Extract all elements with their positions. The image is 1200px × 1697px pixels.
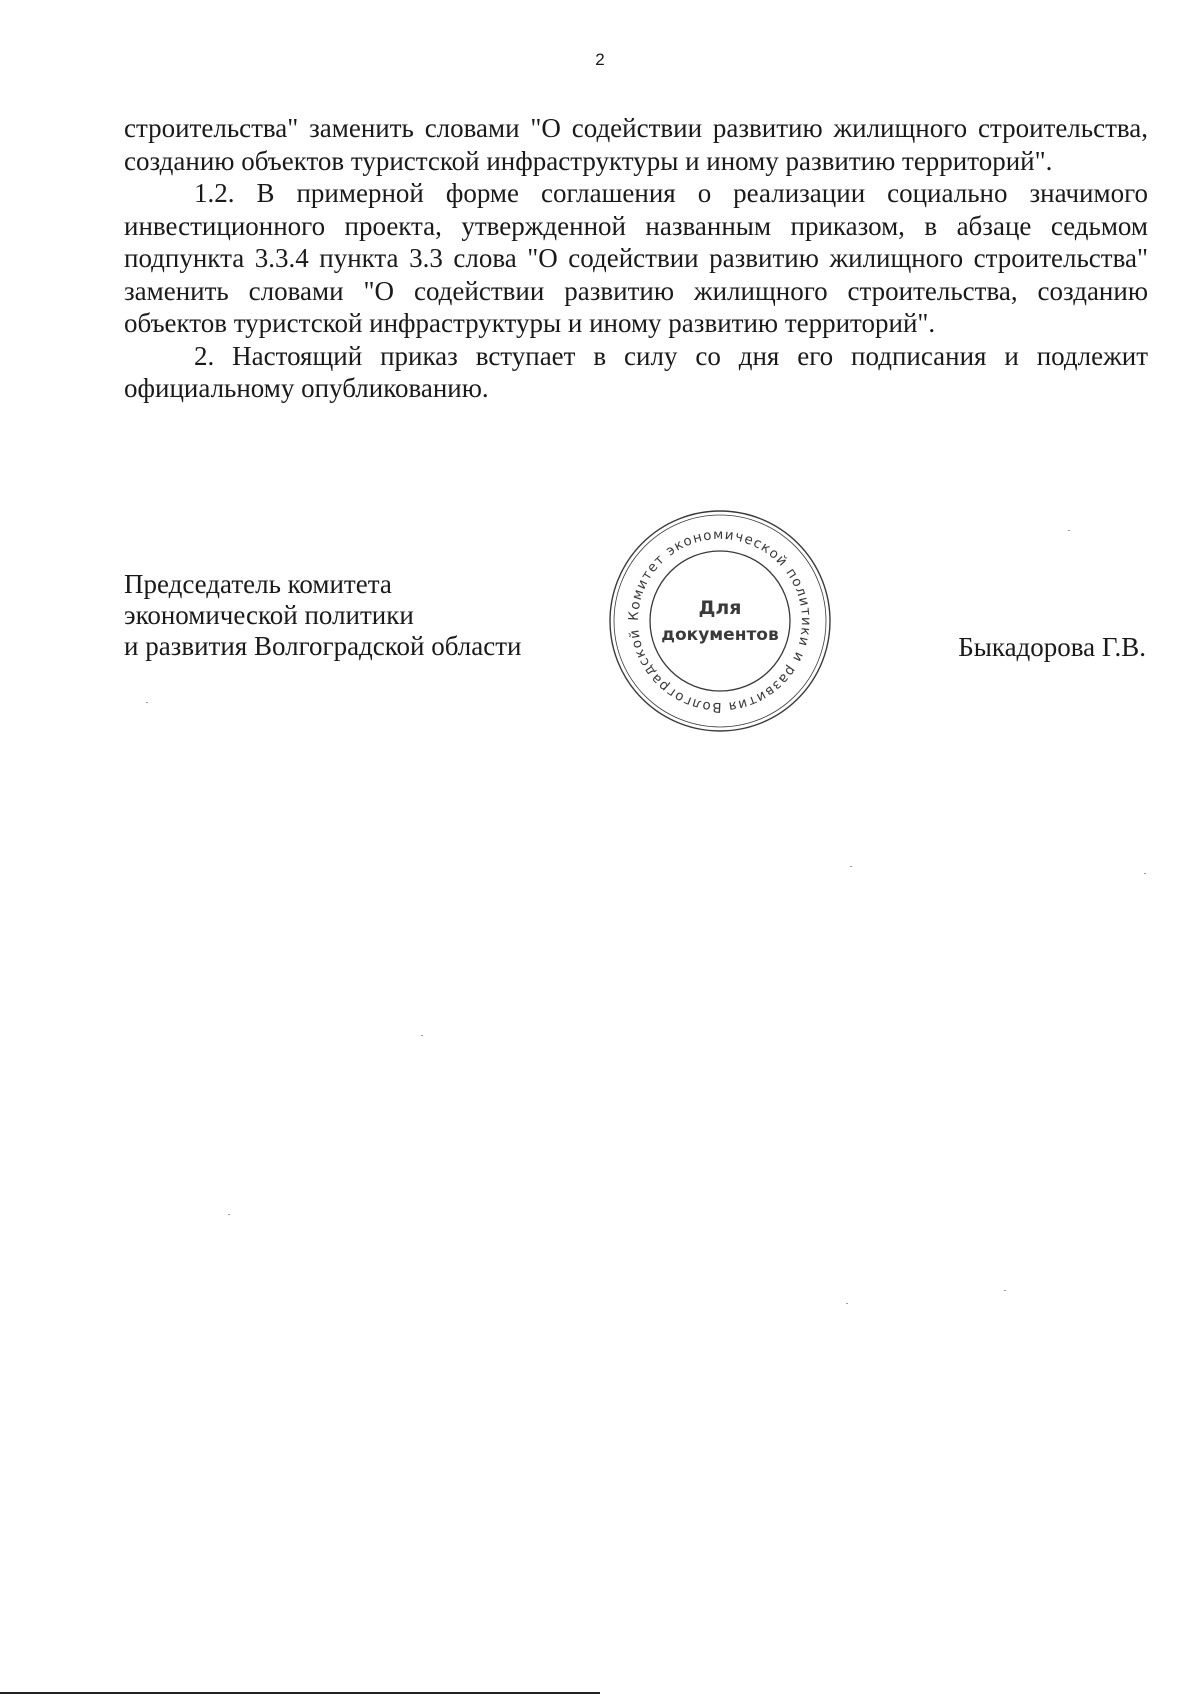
bottom-scan-edge: [0, 1692, 600, 1694]
document-body: [124, 112, 1148, 405]
paragraph-continuation: строительства" заменить словами "О содействии развитию жилищного строительства, созданию объектов туристской инфраструктуры и иному развитию территорий".: [124, 113, 1148, 176]
signatory-position: [124, 569, 521, 662]
signatory-name: Быкадорова Г.В.: [958, 632, 1146, 662]
scan-speck: [850, 866, 852, 867]
scan-speck: [421, 1035, 423, 1036]
scan-speck: [228, 1214, 230, 1215]
svg-text:документов: документов: [661, 625, 779, 645]
paragraph-2: 2. Настоящий приказ вступает в силу со дня его подписания и подлежит официальному опубликованию.: [124, 340, 1148, 403]
position-line: экономической политики: [124, 600, 414, 630]
scan-speck: [846, 1303, 848, 1304]
scan-speck: [1144, 873, 1146, 874]
stamp-seal-icon: [605, 506, 835, 736]
paragraph-1-2: 1.2. В примерной форме соглашения о реализации социально значимого инвестиционного проекта, утвержденной названным приказом, в абзаце седьмом подпункта 3.3.4 пункта 3.3 слова "О содействии развитию жилищного строительства" заменить словами "О содействии развитию жилищного строительства, созданию объектов туристской инфраструктуры и иному развитию территорий".: [124, 178, 1148, 338]
scan-speck: [146, 702, 148, 703]
official-stamp: [605, 506, 835, 736]
scan-speck: [1004, 1290, 1006, 1291]
svg-text:Комитет экономической политики: Комитет экономической политики и развития Волгоградской: [625, 526, 815, 716]
scan-speck: [1068, 530, 1070, 531]
position-line: и развития Волгоградской области: [124, 631, 522, 661]
page-number: 2: [595, 50, 605, 69]
position-line: Председатель комитета: [124, 569, 392, 599]
svg-text:Для: Для: [698, 597, 742, 619]
